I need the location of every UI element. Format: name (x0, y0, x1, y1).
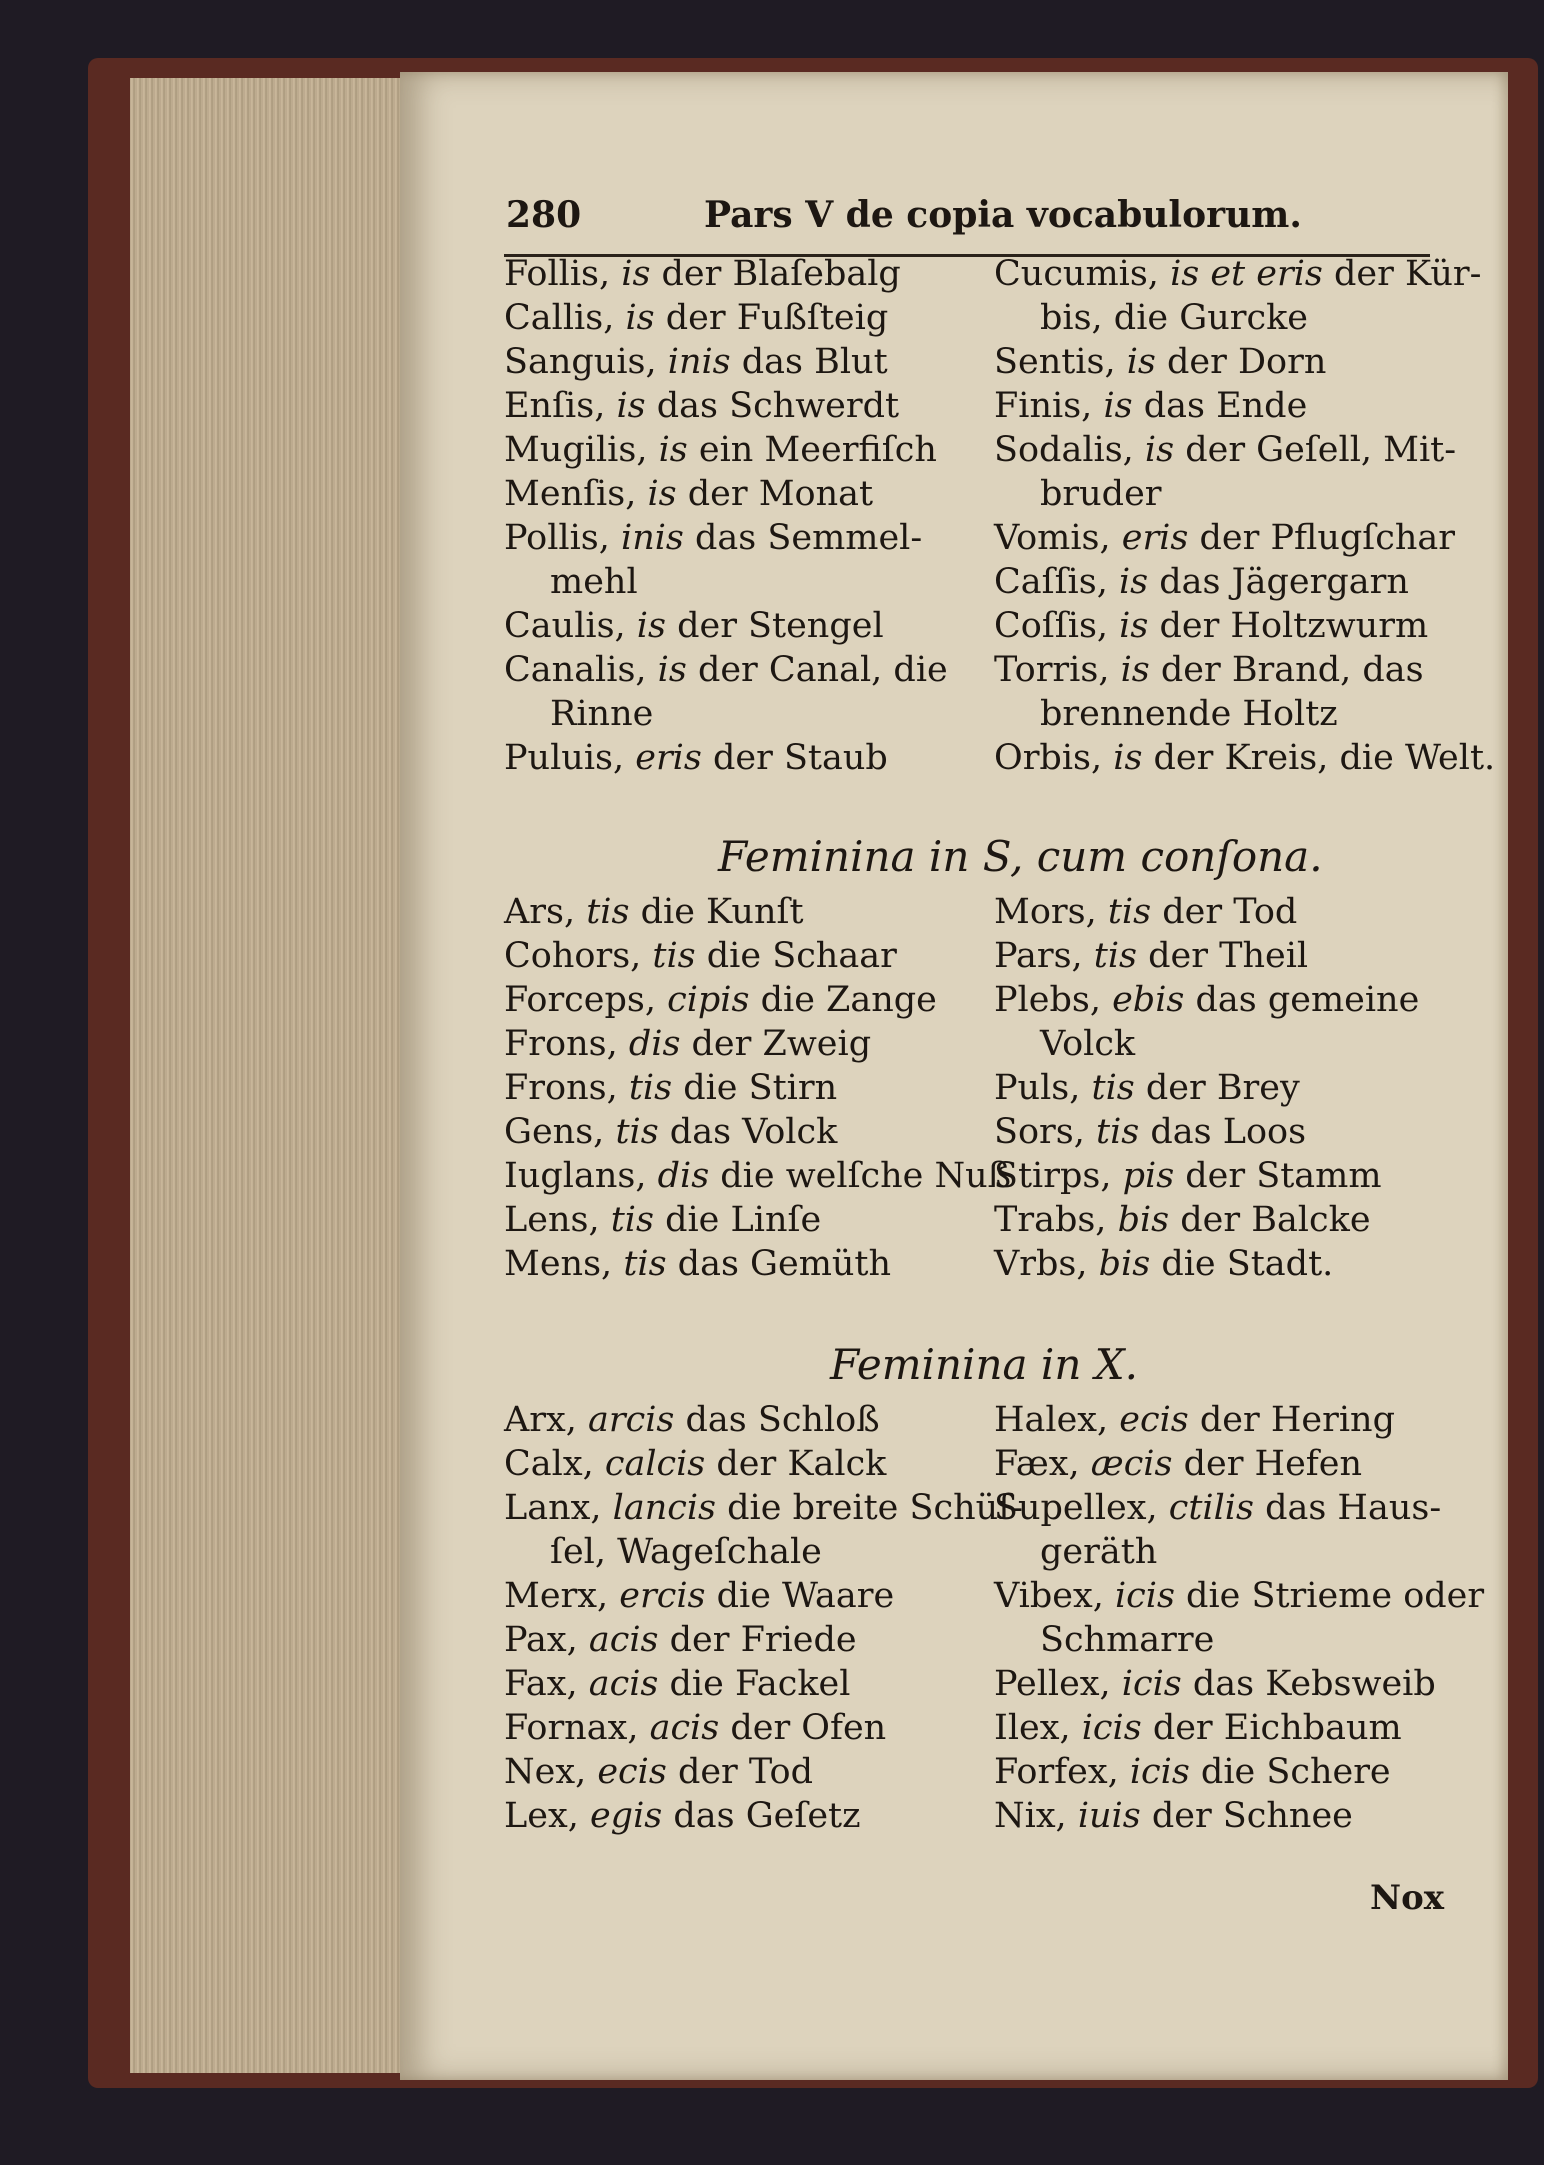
genitive-ending: is (636, 606, 666, 646)
section-heading: Feminina in X. (830, 1340, 1138, 1389)
german-gloss: mehl (550, 562, 638, 602)
german-gloss: geräth (1040, 1532, 1158, 1572)
genitive-ending: ercis (619, 1576, 706, 1616)
running-title: Pars V de copia vocabulorum. (704, 194, 1302, 236)
latin-word: Pars, (994, 936, 1094, 976)
genitive-ending: tis (1091, 1068, 1135, 1108)
entry-line (504, 648, 974, 692)
latin-word: Vomis, (994, 518, 1122, 558)
entry-line (994, 1486, 1464, 1530)
entry-line (994, 1154, 1464, 1198)
german-gloss: der Stamm (1174, 1156, 1382, 1196)
latin-word: Lens, (504, 1200, 611, 1240)
entry-line (994, 1398, 1464, 1442)
genitive-ending: is (625, 298, 655, 338)
german-gloss: der Canal, die (686, 650, 948, 690)
entry-line (504, 252, 974, 296)
genitive-ending: acis (649, 1708, 720, 1748)
german-gloss: der Kür- (1322, 254, 1482, 294)
section-heading: Feminina in S, cum conſona. (718, 832, 1323, 881)
genitive-ending: tis (1093, 936, 1138, 976)
german-gloss: der Holtzwurm (1148, 606, 1429, 646)
entry-line (994, 1618, 1464, 1662)
latin-word: Ilex, (994, 1708, 1082, 1748)
german-gloss: die Fackel (658, 1664, 851, 1704)
entry-line (504, 340, 974, 384)
genitive-ending: tis (1096, 1112, 1140, 1152)
german-gloss: das Loos (1139, 1112, 1307, 1152)
latin-word: Callis, (504, 298, 626, 338)
latin-word: Stirps, (994, 1156, 1123, 1196)
latin-word: Caſſis, (994, 562, 1119, 602)
latin-word: Mugilis, (504, 430, 659, 470)
german-gloss: der Kalck (705, 1444, 887, 1484)
german-gloss: der Balcke (1169, 1200, 1371, 1240)
german-gloss: der Eichbaum (1141, 1708, 1402, 1748)
genitive-ending: is (1113, 738, 1143, 778)
genitive-ending: egis (589, 1796, 663, 1836)
page (400, 72, 1508, 2080)
column-left (504, 1398, 1023, 1838)
entry-line (994, 890, 1464, 934)
german-gloss: der Kreis, die Welt. (1142, 738, 1496, 778)
genitive-ending: icis (1121, 1664, 1182, 1704)
german-gloss: das gemeine (1184, 980, 1420, 1020)
genitive-ending: is (1118, 562, 1149, 602)
entry-line (994, 1574, 1485, 1618)
entry-line (504, 1618, 974, 1662)
genitive-ending: is et eris (1170, 254, 1323, 294)
page-edges (130, 78, 407, 2073)
column-right (994, 252, 1496, 780)
latin-word: Puluis, (504, 738, 636, 778)
latin-word: Frons, (504, 1024, 629, 1064)
entry-line (994, 736, 1496, 780)
genitive-ending: is (1119, 606, 1149, 646)
entry-line (504, 890, 974, 934)
genitive-ending: is (647, 474, 677, 514)
latin-word: Mens, (504, 1244, 624, 1284)
genitive-ending: lancis (612, 1488, 716, 1528)
latin-word: Sanguis, (504, 342, 668, 382)
latin-word: Vrbs, (994, 1244, 1099, 1284)
entry-line (994, 1442, 1464, 1486)
german-gloss: der Brand, das (1149, 650, 1424, 690)
latin-word: Cucumis, (994, 254, 1171, 294)
latin-word: Fornax, (504, 1708, 650, 1748)
german-gloss: die welſche Nuß (709, 1156, 1012, 1196)
german-gloss: das Ende (1132, 386, 1308, 426)
genitive-ending: is (1126, 342, 1156, 382)
german-gloss: das Schwerdt (645, 386, 900, 426)
entry-line (504, 1110, 974, 1154)
german-gloss: die Linſe (653, 1200, 822, 1240)
entry-line (504, 1398, 974, 1442)
german-gloss: der Tod (1151, 892, 1298, 932)
german-gloss: die Stirn (672, 1068, 838, 1108)
latin-word: Puls, (994, 1068, 1092, 1108)
latin-word: Gens, (504, 1112, 616, 1152)
german-gloss: die Kunſt (629, 892, 804, 932)
entry-line (994, 384, 1464, 428)
german-gloss: der Pflugſchar (1188, 518, 1455, 558)
genitive-ending: icis (1129, 1752, 1190, 1792)
german-gloss: das Kebsweib (1181, 1664, 1436, 1704)
genitive-ending: bis (1098, 1244, 1151, 1284)
latin-word: Calx, (504, 1444, 605, 1484)
german-gloss: das Schloß (674, 1400, 880, 1440)
latin-word: Torris, (994, 650, 1121, 690)
genitive-ending: acis (588, 1664, 659, 1704)
genitive-ending: ctilis (1168, 1488, 1254, 1528)
german-gloss: der Zweig (680, 1024, 872, 1064)
latin-word: Forceps, (504, 980, 668, 1020)
column-left (504, 252, 974, 780)
entry-line (994, 692, 1464, 736)
latin-word: Finis, (994, 386, 1104, 426)
entry-line (504, 296, 974, 340)
german-gloss: der Blaſebalg (650, 254, 901, 294)
entry-line (994, 1794, 1464, 1838)
german-gloss: ein Meerfiſch (687, 430, 937, 470)
german-gloss: der Dorn (1155, 342, 1327, 382)
entry-line (994, 604, 1464, 648)
entry-line (994, 1110, 1464, 1154)
entry-line (994, 252, 1482, 296)
genitive-ending: æcis (1090, 1444, 1173, 1484)
entry-line (994, 472, 1464, 516)
german-gloss: der Staub (701, 738, 888, 778)
genitive-ending: tis (652, 936, 696, 976)
german-gloss: der Friede (658, 1620, 857, 1660)
german-gloss: der Hering (1188, 1400, 1395, 1440)
latin-word: Trabs, (994, 1200, 1118, 1240)
entry-line (504, 1794, 974, 1838)
entry-line (504, 1198, 974, 1242)
genitive-ending: icis (1081, 1708, 1142, 1748)
genitive-ending: tis (623, 1244, 667, 1284)
genitive-ending: is (1103, 386, 1133, 426)
entry-line (994, 1198, 1464, 1242)
entry-line (994, 296, 1464, 340)
german-gloss: der Brey (1134, 1068, 1300, 1108)
genitive-ending: ecis (597, 1752, 667, 1792)
genitive-ending: tis (610, 1200, 654, 1240)
latin-word: Arx, (504, 1400, 588, 1440)
latin-word: Fæx, (994, 1444, 1091, 1484)
genitive-ending: is (658, 430, 688, 470)
genitive-ending: inis (621, 518, 684, 558)
entry-line (994, 1706, 1464, 1750)
entry-line (994, 1750, 1464, 1794)
genitive-ending: eris (1121, 518, 1189, 558)
entry-line (994, 340, 1464, 384)
latin-word: Lex, (504, 1796, 590, 1836)
german-gloss: der Ofen (719, 1708, 887, 1748)
genitive-ending: ecis (1119, 1400, 1189, 1440)
latin-word: Nex, (504, 1752, 598, 1792)
german-gloss: Schmarre (1040, 1620, 1215, 1660)
genitive-ending: acis (588, 1620, 659, 1660)
entry-line (994, 516, 1464, 560)
genitive-ending: pis (1122, 1156, 1175, 1196)
german-gloss: die Waare (705, 1576, 895, 1616)
entry-line (504, 978, 974, 1022)
latin-word: Menſis, (504, 474, 648, 514)
genitive-ending: is (616, 386, 646, 426)
german-gloss: der Theil (1137, 936, 1309, 976)
entry-line (994, 428, 1464, 472)
entry-line (994, 978, 1464, 1022)
genitive-ending: is (1144, 430, 1175, 470)
entry-line (504, 472, 974, 516)
latin-word: Halex, (994, 1400, 1120, 1440)
column-right (994, 890, 1464, 1286)
german-gloss: Rinne (550, 694, 654, 734)
german-gloss: die breite Schüſ- (716, 1488, 1023, 1528)
german-gloss: der Stengel (665, 606, 884, 646)
entry-line (994, 1242, 1464, 1286)
entry-line (994, 1530, 1464, 1574)
entry-line (504, 1530, 974, 1574)
german-gloss: ſel, Wageſchale (550, 1532, 822, 1572)
latin-word: Pax, (504, 1620, 589, 1660)
column-left (504, 890, 1012, 1286)
column-right (994, 1398, 1485, 1838)
german-gloss: die Strieme oder (1174, 1576, 1485, 1616)
german-gloss: brennende Holtz (1040, 694, 1338, 734)
latin-word: Caulis, (504, 606, 637, 646)
genitive-ending: tis (586, 892, 630, 932)
latin-word: Supellex, (994, 1488, 1169, 1528)
genitive-ending: is (1120, 650, 1150, 690)
genitive-ending: tis (615, 1112, 659, 1152)
entry-line (504, 428, 974, 472)
latin-word: Frons, (504, 1068, 629, 1108)
german-gloss: die Schere (1189, 1752, 1391, 1792)
genitive-ending: eris (635, 738, 702, 778)
genitive-ending: icis (1114, 1576, 1175, 1616)
entry-line (504, 384, 974, 428)
entry-line (504, 1750, 974, 1794)
genitive-ending: calcis (604, 1444, 706, 1484)
latin-word: Fax, (504, 1664, 589, 1704)
entry-line (504, 1442, 974, 1486)
latin-word: Mors, (994, 892, 1108, 932)
entry-line (504, 1706, 974, 1750)
latin-word: Canalis, (504, 650, 658, 690)
entry-line (994, 1022, 1464, 1066)
entry-line (504, 1574, 974, 1618)
running-head (504, 184, 1430, 257)
genitive-ending: is (621, 254, 651, 294)
entry-line (504, 692, 974, 736)
entry-line (994, 934, 1464, 978)
german-gloss: das Semmel- (683, 518, 923, 558)
latin-word: Nix, (994, 1796, 1078, 1836)
german-gloss: der Geſell, Mit- (1174, 430, 1457, 470)
german-gloss: der Schnee (1140, 1796, 1353, 1836)
latin-word: Sors, (994, 1112, 1096, 1152)
catchword: Nox (1370, 1878, 1445, 1918)
entry-line (994, 560, 1464, 604)
german-gloss: der Hefen (1172, 1444, 1362, 1484)
entry-line (504, 1242, 974, 1286)
genitive-ending: tis (1107, 892, 1152, 932)
german-gloss: der Tod (666, 1752, 814, 1792)
latin-word: Sentis, (994, 342, 1127, 382)
german-gloss: das Volck (658, 1112, 838, 1152)
entry-line (504, 1486, 1023, 1530)
german-gloss: die Schaar (695, 936, 897, 976)
entry-line (504, 516, 974, 560)
latin-word: Forfex, (994, 1752, 1130, 1792)
german-gloss: bis, die Gurcke (1040, 298, 1309, 338)
german-gloss: der Fußſteig (654, 298, 889, 338)
genitive-ending: tis (628, 1068, 673, 1108)
entry-line (504, 934, 974, 978)
entry-line (994, 648, 1464, 692)
german-gloss: das Gemüth (666, 1244, 892, 1284)
latin-word: Plebs, (994, 980, 1113, 1020)
latin-word: Vibex, (994, 1576, 1115, 1616)
genitive-ending: cipis (667, 980, 750, 1020)
genitive-ending: bis (1117, 1200, 1170, 1240)
genitive-ending: dis (657, 1156, 710, 1196)
latin-word: Iuglans, (504, 1156, 658, 1196)
entry-line (504, 1154, 1012, 1198)
genitive-ending: is (657, 650, 687, 690)
entry-line (504, 1022, 974, 1066)
entry-line (504, 1662, 974, 1706)
entry-line (504, 560, 974, 604)
genitive-ending: inis (667, 342, 731, 382)
page-number: 280 (506, 194, 582, 236)
latin-word: Sodalis, (994, 430, 1145, 470)
german-gloss: die Stadt. (1150, 1244, 1334, 1284)
german-gloss: die Zange (749, 980, 937, 1020)
genitive-ending: arcis (588, 1400, 675, 1440)
entry-line (504, 1066, 974, 1110)
latin-word: Orbis, (994, 738, 1114, 778)
german-gloss: bruder (1040, 474, 1162, 514)
entry-line (994, 1662, 1464, 1706)
entry-line (994, 1066, 1464, 1110)
genitive-ending: ebis (1112, 980, 1185, 1020)
genitive-ending: dis (628, 1024, 681, 1064)
german-gloss: das Geſetz (662, 1796, 861, 1836)
latin-word: Pellex, (994, 1664, 1122, 1704)
german-gloss: der Monat (676, 474, 874, 514)
latin-word: Ars, (504, 892, 587, 932)
entry-line (504, 736, 974, 780)
german-gloss: das Blut (730, 342, 888, 382)
latin-word: Cohors, (504, 936, 653, 976)
german-gloss: das Haus- (1253, 1488, 1442, 1528)
latin-word: Coſſis, (994, 606, 1120, 646)
latin-word: Follis, (504, 254, 622, 294)
latin-word: Lanx, (504, 1488, 613, 1528)
genitive-ending: iuis (1077, 1796, 1141, 1836)
latin-word: Merx, (504, 1576, 620, 1616)
latin-word: Enſis, (504, 386, 617, 426)
entry-line (504, 604, 974, 648)
german-gloss: das Jägergarn (1148, 562, 1409, 602)
latin-word: Pollis, (504, 518, 621, 558)
german-gloss: Volck (1040, 1024, 1136, 1064)
